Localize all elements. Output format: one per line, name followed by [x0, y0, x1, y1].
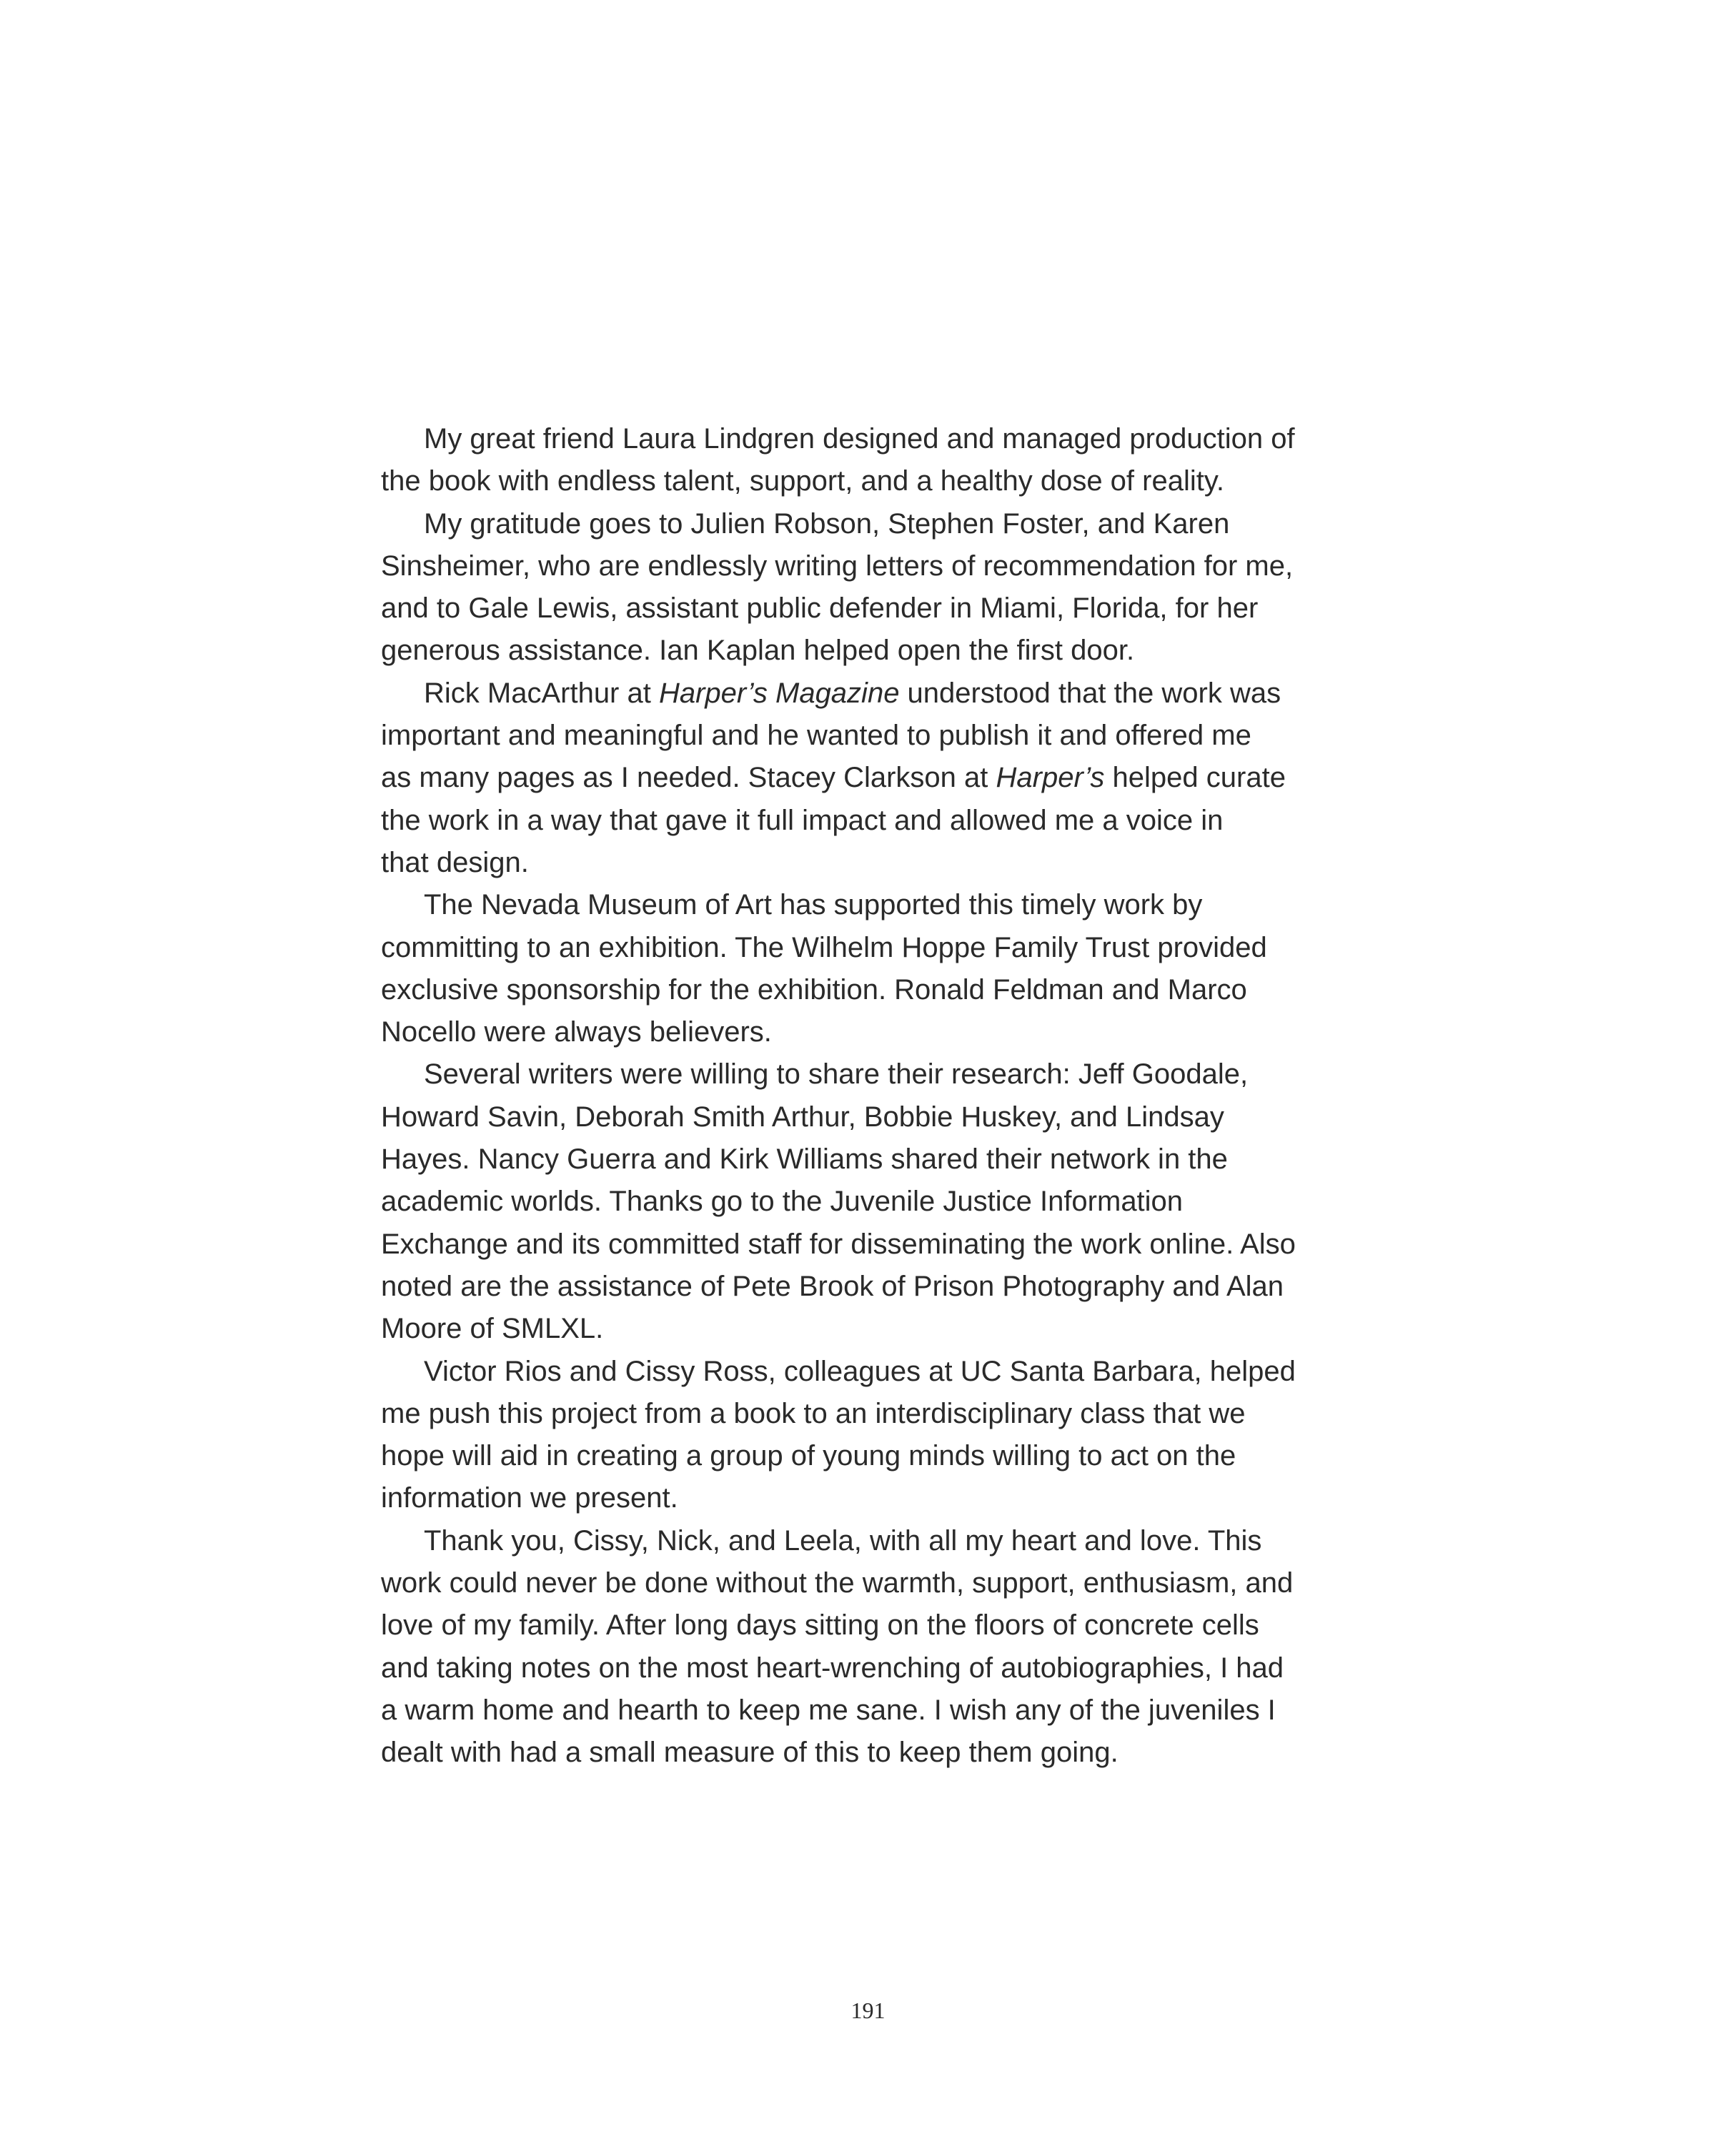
- text-line: information we present.: [381, 1482, 678, 1514]
- text-line: Victor Rios and Cissy Ross, colleagues at UC Santa Barbara, helped: [424, 1355, 1296, 1387]
- paragraph-gratitude: [381, 503, 1360, 673]
- text-line: Howard Savin, Deborah Smith Arthur, Bobbie Huskey, and Lindsay: [381, 1101, 1224, 1133]
- text-line: noted are the assistance of Pete Brook of Prison Photography and Alan: [381, 1270, 1284, 1302]
- text-line: [381, 673, 1360, 715]
- text-line: Several writers were willing to share their research: Jeff Goodale,: [424, 1058, 1249, 1091]
- text-line: and to Gale Lewis, assistant public defender in Miami, Florida, for her: [381, 592, 1259, 625]
- paragraph-nevada-museum: [381, 884, 1360, 1053]
- magazine-title: Harper’s: [996, 762, 1105, 794]
- text-run: understood that the work was: [899, 677, 1281, 709]
- text-line: My great friend Laura Lindgren designed and managed production of: [424, 423, 1295, 455]
- text-line: Moore of SMLXL.: [381, 1313, 604, 1345]
- paragraph-harpers: [381, 673, 1360, 884]
- text-line: hope will aid in creating a group of young minds willing to act on the: [381, 1440, 1236, 1472]
- text-line: love of my family. After long days sitting on the floors of concrete cells: [381, 1609, 1259, 1642]
- text-run: as many pages as I needed. Stacey Clarkson at: [381, 762, 996, 794]
- text-line: Nocello were always believers.: [381, 1016, 772, 1048]
- text-line: me push this project from a book to an interdisciplinary class that we: [381, 1397, 1246, 1429]
- text-line: work could never be done without the warmth, support, enthusiasm, and: [381, 1567, 1294, 1599]
- text-line: exclusive sponsorship for the exhibition. Ronald Feldman and Marco: [381, 973, 1247, 1006]
- text-line: academic worlds. Thanks go to the Juvenile Justice Information: [381, 1186, 1184, 1218]
- text-line: Exchange and its committed staff for disseminating the work online. Also: [381, 1228, 1296, 1260]
- magazine-title: Harper’s Magazine: [658, 677, 900, 709]
- text-line: a warm home and hearth to keep me sane. I wish any of the juveniles I: [381, 1694, 1276, 1726]
- text-line: Hayes. Nancy Guerra and Kirk Williams shared their network in the: [381, 1143, 1228, 1176]
- text-line: and taking notes on the most heart-wrenching of autobiographies, I had: [381, 1652, 1284, 1684]
- paragraph-writers: [381, 1053, 1360, 1350]
- text-line: the work in a way that gave it full impact and allowed me a voice in: [381, 804, 1224, 836]
- text-line: Thank you, Cissy, Nick, and Leela, with all my heart and love. This: [424, 1524, 1262, 1557]
- page-number: 191: [850, 1997, 886, 2023]
- text-run: helped curate: [1104, 762, 1286, 794]
- paragraph-laura-lindgren: [381, 418, 1360, 503]
- text-run: Rick MacArthur at: [424, 677, 659, 709]
- text-line: My gratitude goes to Julien Robson, Stephen Foster, and Karen: [424, 507, 1230, 540]
- text-line: The Nevada Museum of Art has supported this timely work by: [424, 889, 1203, 921]
- text-line: the book with endless talent, support, and a healthy dose of reality.: [381, 465, 1224, 497]
- text-line: that design.: [381, 846, 529, 878]
- paragraph-uc-santa-barbara: [381, 1351, 1360, 1520]
- text-line: [381, 757, 1360, 799]
- paragraph-family: [381, 1520, 1360, 1775]
- text-line: generous assistance. Ian Kaplan helped open the first door.: [381, 635, 1135, 667]
- text-line: important and meaningful and he wanted to publish it and offered me: [381, 720, 1251, 752]
- text-line: committing to an exhibition. The Wilhelm Hoppe Family Trust provided: [381, 931, 1267, 963]
- text-line: Sinsheimer, who are endlessly writing letters of recommendation for me,: [381, 550, 1294, 582]
- acknowledgments-text: [381, 418, 1360, 1775]
- text-line: dealt with had a small measure of this to keep them going.: [381, 1737, 1119, 1769]
